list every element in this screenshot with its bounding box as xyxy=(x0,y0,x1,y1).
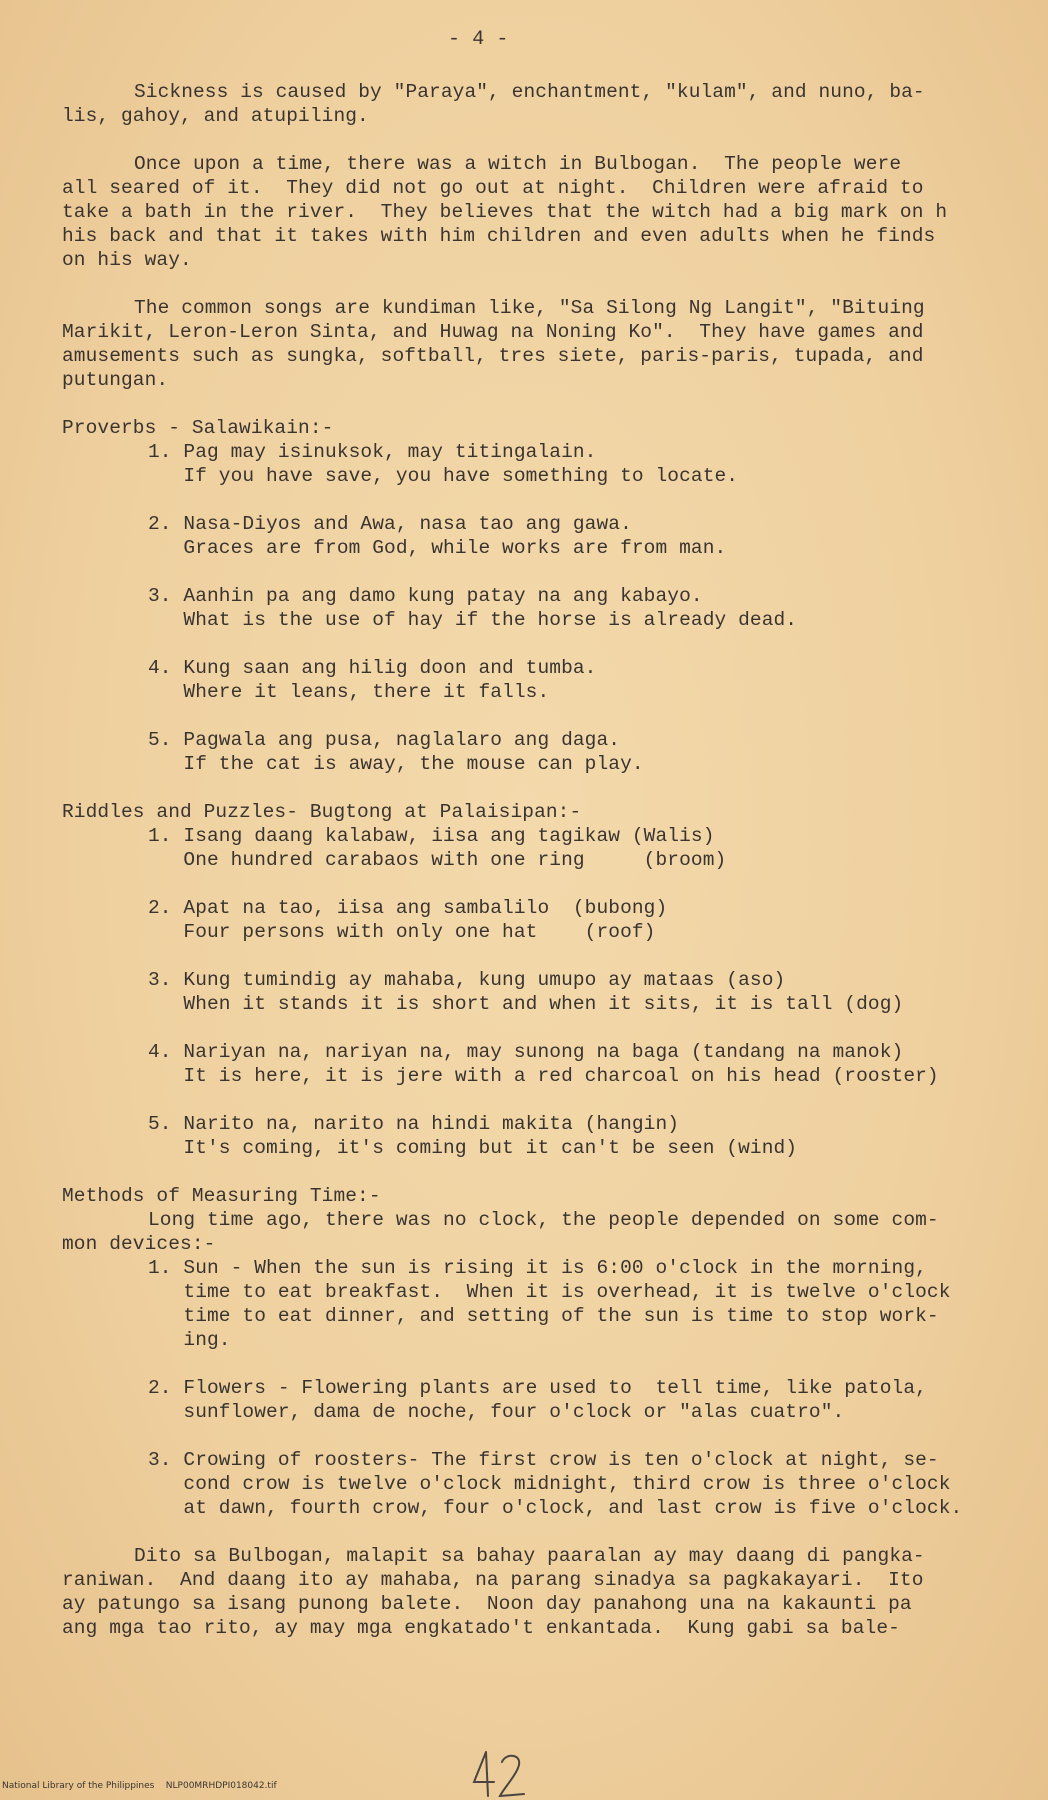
proverb-5-tagalog: 5. Pagwala ang pusa, naglalaro ang daga. xyxy=(148,729,621,751)
time-intro-line-2: mon devices:- xyxy=(62,1233,216,1255)
sickness-line-1: Sickness is caused by "Paraya", enchantment, "kulam", and nuno, ba- xyxy=(134,81,925,103)
time-sun-line-2: time to eat breakfast. When it is overhead, it is twelve o'clock xyxy=(148,1281,951,1303)
proverb-2-tagalog: 2. Nasa-Diyos and Awa, nasa tao ang gawa. xyxy=(148,513,632,535)
riddles-heading: Riddles and Puzzles- Bugtong at Palaisipan:- xyxy=(62,801,582,823)
proverb-5-english: If the cat is away, the mouse can play. xyxy=(148,753,644,775)
time-sun-line-4: ing. xyxy=(148,1329,231,1351)
riddle-5-english: It's coming, it's coming but it can't be seen (wind) xyxy=(148,1137,798,1159)
time-sun-line-3: time to eat dinner, and setting of the sun is time to stop work- xyxy=(148,1305,939,1327)
tagalog-line-3: ay patungo sa isang punong balete. Noon day panahong una na kakaunti pa xyxy=(62,1593,912,1615)
witch-line-2: all seared of it. They did not go out at night. Children were afraid to xyxy=(62,177,924,199)
sickness-line-2: lis, gahoy, and atupiling. xyxy=(62,105,369,127)
tagalog-line-1: Dito sa Bulbogan, malapit sa bahay paaralan ay may daang di pangka- xyxy=(134,1545,925,1567)
proverb-1-english: If you have save, you have something to locate. xyxy=(148,465,739,487)
riddle-4-tagalog: 4. Nariyan na, nariyan na, may sunong na baga (tandang na manok) xyxy=(148,1041,904,1063)
songs-line-4: putungan. xyxy=(62,369,169,391)
proverb-1-tagalog: 1. Pag may isinuksok, may titingalain. xyxy=(148,441,597,463)
proverb-4-tagalog: 4. Kung saan ang hilig doon and tumba. xyxy=(148,657,597,679)
witch-line-5: on his way. xyxy=(62,249,192,271)
witch-line-1: Once upon a time, there was a witch in Bulbogan. The people were xyxy=(134,153,902,175)
riddle-2-tagalog: 2. Apat na tao, iisa ang sambalilo (bubong) xyxy=(148,897,668,919)
songs-line-3: amusements such as sungka, softball, tres siete, paris-paris, tupada, and xyxy=(62,345,924,367)
proverbs-heading: Proverbs - Salawikain:- xyxy=(62,417,334,439)
time-sun-line-1: 1. Sun - When the sun is rising it is 6:00 o'clock in the morning, xyxy=(148,1257,927,1279)
tagalog-line-2: raniwan. And daang ito ay mahaba, na parang sinadya sa pagkakayari. Ito xyxy=(62,1569,924,1591)
time-roosters-line-1: 3. Crowing of roosters- The first crow is ten o'clock at night, se- xyxy=(148,1449,939,1471)
time-roosters-line-3: at dawn, fourth crow, four o'clock, and last crow is five o'clock. xyxy=(148,1497,963,1519)
witch-line-3: take a bath in the river. They believes that the witch had a big mark on h xyxy=(62,201,948,223)
riddle-3-tagalog: 3. Kung tumindig ay mahaba, kung umupo ay mataas (aso) xyxy=(148,969,786,991)
time-roosters-line-2: cond crow is twelve o'clock midnight, third crow is three o'clock xyxy=(148,1473,951,1495)
time-heading: Methods of Measuring Time:- xyxy=(62,1185,381,1207)
time-flowers-line-1: 2. Flowers - Flowering plants are used to tell time, like patola, xyxy=(148,1377,927,1399)
proverb-4-english: Where it leans, there it falls. xyxy=(148,681,550,703)
proverb-3-english: What is the use of hay if the horse is already dead. xyxy=(148,609,798,631)
handwritten-page-number xyxy=(468,1748,532,1800)
songs-line-2: Marikit, Leron-Leron Sinta, and Huwag na Noning Ko". They have games and xyxy=(62,321,924,343)
time-intro-line-1: Long time ago, there was no clock, the people depended on some com- xyxy=(148,1209,939,1231)
riddle-5-tagalog: 5. Narito na, narito na hindi makita (hangin) xyxy=(148,1113,680,1135)
riddle-1-tagalog: 1. Isang daang kalabaw, iisa ang tagikaw (Walis) xyxy=(148,825,715,847)
archive-footer: National Library of the Philippines NLP00MRHDPI018042.tif xyxy=(2,1781,277,1791)
time-flowers-line-2: sunflower, dama de noche, four o'clock or "alas cuatro". xyxy=(148,1401,845,1423)
page-number: - 4 - xyxy=(448,28,509,51)
tagalog-line-4: ang mga tao rito, ay may mga engkatado't enkantada. Kung gabi sa bale- xyxy=(62,1617,900,1639)
riddle-3-english: When it stands it is short and when it sits, it is tall (dog) xyxy=(148,993,904,1015)
riddle-1-english: One hundred carabaos with one ring (broom) xyxy=(148,849,727,871)
riddle-2-english: Four persons with only one hat (roof) xyxy=(148,921,656,943)
songs-line-1: The common songs are kundiman like, "Sa Silong Ng Langit", "Bituing xyxy=(134,297,925,319)
riddle-4-english: It is here, it is jere with a red charcoal on his head (rooster) xyxy=(148,1065,939,1087)
witch-line-4: his back and that it takes with him children and even adults when he finds xyxy=(62,225,936,247)
proverb-3-tagalog: 3. Aanhin pa ang damo kung patay na ang kabayo. xyxy=(148,585,703,607)
proverb-2-english: Graces are from God, while works are from man. xyxy=(148,537,727,559)
